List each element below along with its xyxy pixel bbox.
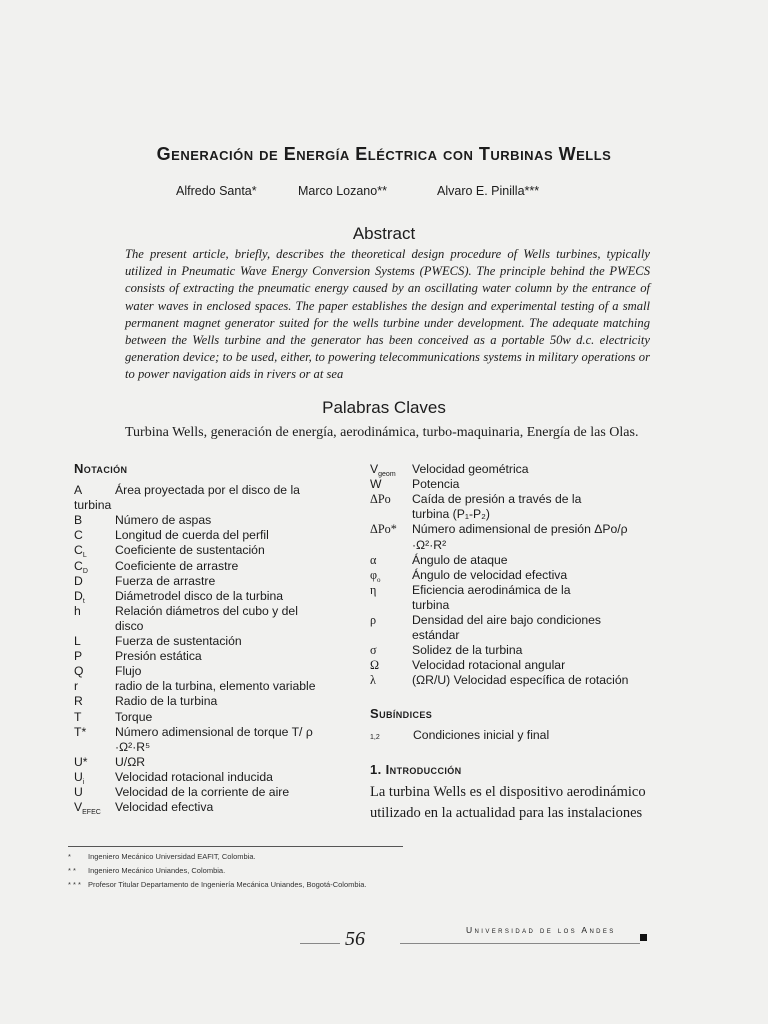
notation-description: ·Ω²·R² <box>412 537 447 552</box>
notation-description: turbina <box>74 498 112 513</box>
notation-description: Velocidad efectiva <box>115 800 214 815</box>
notation-heading: Notación <box>74 461 128 476</box>
notation-symbol: $C_L$ <box>74 543 87 560</box>
notation-symbol: α <box>370 552 377 567</box>
notation-symbol: W <box>370 477 382 492</box>
introduction-text: La turbina Wells es el dispositivo aerodinámico utilizado en la actualidad para las instalaciones <box>370 784 646 821</box>
notation-symbol: L <box>74 634 81 648</box>
notation-symbol: Q <box>74 664 84 679</box>
notation-description: Densidad del aire bajo condiciones <box>412 613 602 627</box>
subindex-symbol: 1,2 <box>370 734 380 741</box>
notation-description: Número de aspas <box>115 513 212 528</box>
notation-description: Torque <box>115 709 153 724</box>
notation-description: Solidez de la turbina <box>412 643 523 658</box>
footer-institution: Universidad de los Andes <box>466 925 616 935</box>
footnote-mark: * * * <box>68 880 81 889</box>
notation-description: Velocidad rotacional angular <box>412 658 566 673</box>
notation-description: Diámetrodel disco de la turbina <box>115 588 284 603</box>
notation-description: Fuerza de arrastre <box>115 573 216 588</box>
notation-description: Relación diámetros del cubo y del <box>115 603 298 618</box>
notation-symbol: $V_{EFEC}$ <box>74 800 101 817</box>
footer-rule-right <box>400 943 640 944</box>
notation-symbol: B <box>74 513 83 528</box>
footnote-text: Ingeniero Mecánico Uniandes, Colombia. <box>88 866 226 875</box>
author-3: Alvaro E. Pinilla*** <box>437 184 540 198</box>
footnote-text: Profesor Titular Departamento de Ingeniería Mecánica Uniandes, Bogotá-Colombia. <box>88 880 367 889</box>
keywords-heading: Palabras Claves <box>322 398 446 417</box>
notation-symbol: ΔPo <box>370 492 391 507</box>
notation-symbol: U* <box>74 754 88 769</box>
footnote-mark: * * <box>68 866 76 875</box>
notation-description: Velocidad geométrica <box>412 462 529 476</box>
footnote-divider <box>68 846 403 847</box>
notation-symbol: r <box>74 679 79 694</box>
notation-description: Velocidad rotacional inducida <box>115 769 273 784</box>
notation-symbol: D <box>74 573 83 588</box>
abstract-text: The present article, briefly, describes the theoretical design procedure of Wells turbines, typically utilized in Pneumatic Wave Energy Conversion Systems (PWECS). The principle behind the PWECS consists of extracting the pneumatic energy caused by an oscillating water column by the entrance of water waves in enclosed spaces. The paper establishes the design and experimental testing of a small permanent magnet generator suited for the wells turbine under development. The adequate matching between the Wells turbine and the generator has been conceived as a portable 50w d.c. electricity generation device; to be used, either, to powering telecommunications systems in military operations or to power navigation aids in rivers or at sea <box>125 247 650 382</box>
notation-symbol: h <box>74 603 81 618</box>
notation-description: ·Ω²·R⁵ <box>115 739 151 754</box>
footer-square-mark <box>640 934 647 941</box>
introduction-heading: 1. Introducción <box>370 762 462 777</box>
notation-description: Número adimensional de torque T/ ρ <box>115 724 313 739</box>
notation-symbol: P <box>74 649 83 664</box>
author-1: Alfredo Santa* <box>176 184 257 198</box>
notation-description: Área proyectada por el disco de la <box>115 483 300 497</box>
notation-symbol: U <box>74 785 83 799</box>
notation-description: radio de la turbina, elemento variable <box>115 679 316 694</box>
notation-symbol: T* <box>74 724 87 739</box>
abstract-heading: Abstract <box>352 224 416 243</box>
notation-description: Ángulo de ataque <box>412 552 508 567</box>
footnote-text: Ingeniero Mecánico Universidad EAFIT, Colombia. <box>88 852 256 861</box>
subindices-heading: Subíndices <box>370 706 433 721</box>
notation-description: disco <box>115 618 144 633</box>
footnote-1 <box>68 852 256 861</box>
notation-description: Fuerza de sustentación <box>115 634 242 648</box>
notation-symbol: η <box>370 582 377 597</box>
notation-description: Coeficiente de arrastre <box>115 558 239 573</box>
notation-symbol: $\varphi_o$ <box>370 567 381 584</box>
footnote-2 <box>68 866 225 875</box>
notation-description: estándar <box>412 628 460 643</box>
notation-symbol: Ω <box>370 658 380 673</box>
notation-description: turbina <box>412 597 450 612</box>
notation-description: (ΩR/U) Velocidad específica de rotación <box>412 673 629 688</box>
paper-title: Generación de Energía Eléctrica con Turbinas Wells <box>156 144 612 164</box>
notation-description: Coeficiente de sustentación <box>115 543 265 558</box>
notation-symbol: ρ <box>370 613 377 627</box>
notation-description: Ángulo de velocidad efectiva <box>412 567 568 582</box>
notation-symbol: R <box>74 694 83 709</box>
notation-description: Flujo <box>115 664 142 679</box>
author-2: Marco Lozano** <box>298 184 387 198</box>
notation-description: Número adimensional de presión ΔPo/ρ <box>412 522 628 537</box>
notation-description: U/ΩR <box>115 754 146 769</box>
keywords-text: Turbina Wells, generación de energía, aerodinámica, turbo-maquinaria, Energía de las Olas. <box>125 425 639 440</box>
notation-symbol: ΔPo* <box>370 522 397 537</box>
subindex-description: Condiciones inicial y final <box>413 728 550 742</box>
notation-description: Longitud de cuerda del perfil <box>115 528 269 543</box>
notation-symbol: T <box>74 709 82 724</box>
notation-description: turbina (P₁-P₂) <box>412 507 490 522</box>
notation-symbol: $D_t$ <box>74 588 85 605</box>
notation-symbol: σ <box>370 643 377 658</box>
notation-description: Caída de presión a través de la <box>412 492 582 507</box>
notation-symbol: $V_{geom}$ <box>370 462 396 478</box>
notation-description: Potencia <box>412 477 460 492</box>
notation-symbol: $C_D$ <box>74 558 88 575</box>
notation-description: Eficiencia aerodinámica de la <box>412 582 571 597</box>
footnote-mark: * <box>68 852 71 861</box>
notation-symbol: A <box>74 483 83 497</box>
notation-description: Radio de la turbina <box>115 694 218 709</box>
footnote-3 <box>68 880 367 889</box>
notation-description: Presión estática <box>115 649 202 664</box>
notation-symbol: C <box>74 528 83 543</box>
page-number: 56 <box>345 928 365 950</box>
footer-rule-left <box>300 943 340 944</box>
notation-description: Velocidad de la corriente de aire <box>115 785 290 799</box>
notation-symbol: λ <box>370 673 376 688</box>
notation-symbol: $U_i$ <box>74 769 85 786</box>
